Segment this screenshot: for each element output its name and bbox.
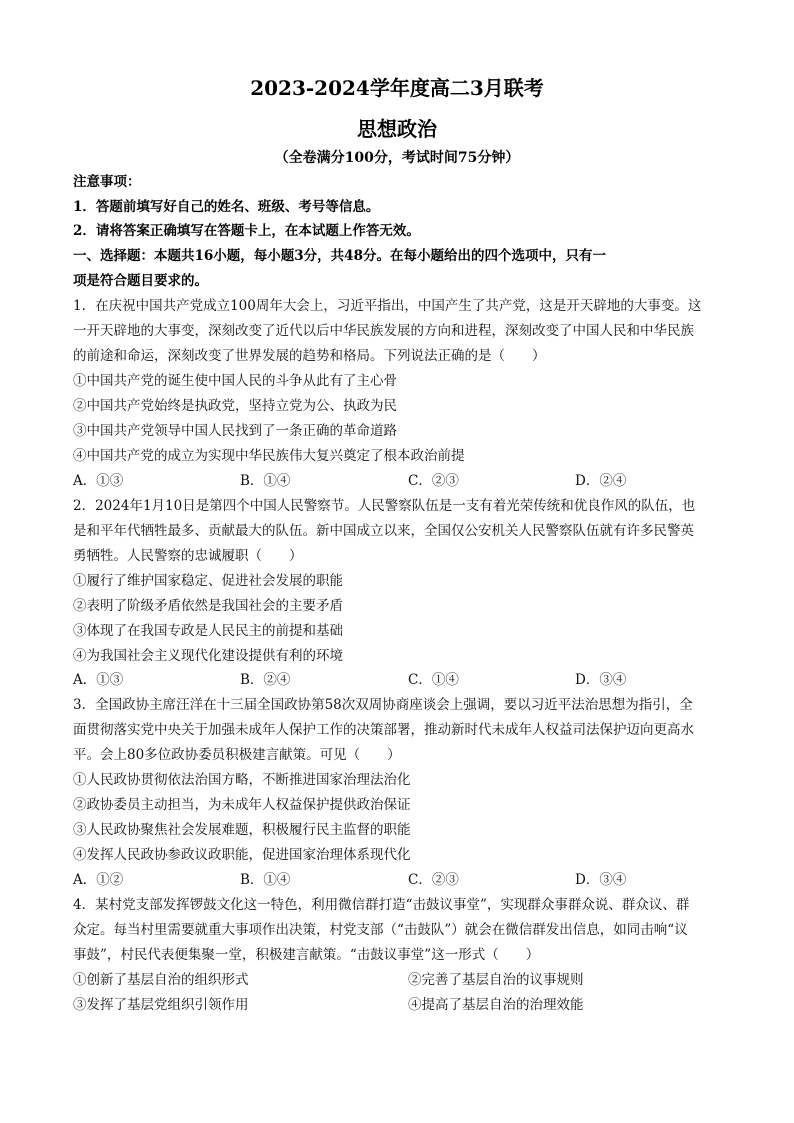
statement: ③体现了在我国专政是人民民主的前提和基础 — [73, 623, 343, 639]
statement: ②政协委员主动担当，为未成年人权益保护提供政治保证 — [73, 797, 411, 813]
option-a: A．①② — [73, 872, 124, 888]
statement: ④提高了基层自治的治理效能 — [408, 997, 584, 1013]
option-b: B．①④ — [240, 473, 291, 489]
option-c: C．①④ — [408, 672, 459, 688]
statement: ④为我国社会主义现代化建设提供有利的环境 — [73, 648, 343, 664]
question-stem: 2．2024年1月10日是第四个中国人民警察节。人民警察队伍是一支有着光荣传统和优良作风的队伍，也 — [73, 498, 696, 514]
option-b: B．①④ — [240, 872, 291, 888]
section-heading: 一、选择题：本题共16小题，每小题3分，共48分。在每小题给出的四个选项中，只有一 — [73, 248, 606, 264]
statement: ②完善了基层自治的议事规则 — [408, 972, 584, 988]
question-stem: 面贯彻落实党中央关于加强未成年人保护工作的决策部署，推动新时代未成年人权益司法保护迈向更高水 — [73, 722, 694, 738]
note-item: 1．答题前填写好自己的姓名、班级、考号等信息。 — [73, 199, 380, 215]
option-c: C．②③ — [408, 473, 459, 489]
question-stem: 众定。每当村里需要就重大事项作出决策，村党支部（“击鼓队”）就会在微信群发出信息，如同击响“议 — [73, 922, 688, 938]
exam-title: 2023-2024学年度高二3月联考 — [250, 76, 544, 100]
statement: ④中国共产党的成立为实现中华民族伟大复兴奠定了根本政治前提 — [73, 448, 465, 464]
section-heading: 项是符合题目要求的。 — [73, 273, 208, 289]
question-stem: 是和平年代牺牲最多、贡献最大的队伍。新中国成立以来，全国仅公安机关人民警察队伍就有许多民警英 — [73, 523, 694, 539]
option-b: B．②④ — [240, 672, 291, 688]
statement: ④发挥人民政协参政议政职能，促进国家治理体系现代化 — [73, 847, 411, 863]
statement: ②中国共产党始终是执政党，坚持立党为公、执政为民 — [73, 398, 397, 414]
question-stem: 3．全国政协主席汪洋在十三届全国政协第58次双周协商座谈会上强调，要以习近平法治思想为指引，全 — [73, 697, 693, 713]
option-d: D．②④ — [575, 473, 627, 489]
statement: ②表明了阶级矛盾依然是我国社会的主要矛盾 — [73, 598, 343, 614]
question-stem: 1．在庆祝中国共产党成立100周年大会上，习近平指出，中国产生了共产党，这是开天辟地的大事变。这 — [73, 298, 702, 314]
question-stem: 事鼓”，村民代表便集聚一堂，积极建言献策。“击鼓议事堂”这一形式（ ） — [73, 947, 540, 963]
option-d: D．③④ — [575, 672, 627, 688]
statement: ③人民政协聚焦社会发展难题，积极履行民主监督的职能 — [73, 822, 411, 838]
option-a: A．①③ — [73, 672, 124, 688]
statement: ①创新了基层自治的组织形式 — [73, 972, 249, 988]
note-item: 2．请将答案正确填写在答题卡上，在本试题上作答无效。 — [73, 223, 420, 239]
statement: ③中国共产党领导中国人民找到了一条正确的革命道路 — [73, 423, 397, 439]
notes-heading: 注意事项： — [73, 174, 141, 190]
option-c: C．②③ — [408, 872, 459, 888]
question-stem: 的前途和命运，深刻改变了世界发展的趋势和格局。下列说法正确的是（ ） — [73, 348, 546, 364]
statement: ①中国共产党的诞生使中国人民的斗争从此有了主心骨 — [73, 373, 397, 389]
option-d: D．③④ — [575, 872, 627, 888]
statement: ①人民政协贯彻依法治国方略，不断推进国家治理法治化 — [73, 772, 411, 788]
question-stem: 一开天辟地的大事变，深刻改变了近代以后中华民族发展的方向和进程，深刻改变了中国人民和中华民族 — [73, 323, 694, 339]
question-stem: 4．某村党支部发挥锣鼓文化这一特色，利用微信群打造“击鼓议事堂”，实现群众事群众说、群众议、群 — [73, 897, 690, 913]
question-stem: 平。会上80多位政协委员积极建言献策。可见（ ） — [73, 747, 401, 763]
statement: ①履行了维护国家稳定、促进社会发展的职能 — [73, 573, 343, 589]
statement: ③发挥了基层党组织引领作用 — [73, 997, 249, 1013]
option-a: A．①③ — [73, 473, 124, 489]
question-stem: 勇牺牲。人民警察的忠诚履职（ ） — [73, 548, 303, 564]
subject-title: 思想政治 — [357, 117, 437, 141]
score-time-note: （全卷满分100分，考试时间75分钟） — [274, 150, 520, 166]
